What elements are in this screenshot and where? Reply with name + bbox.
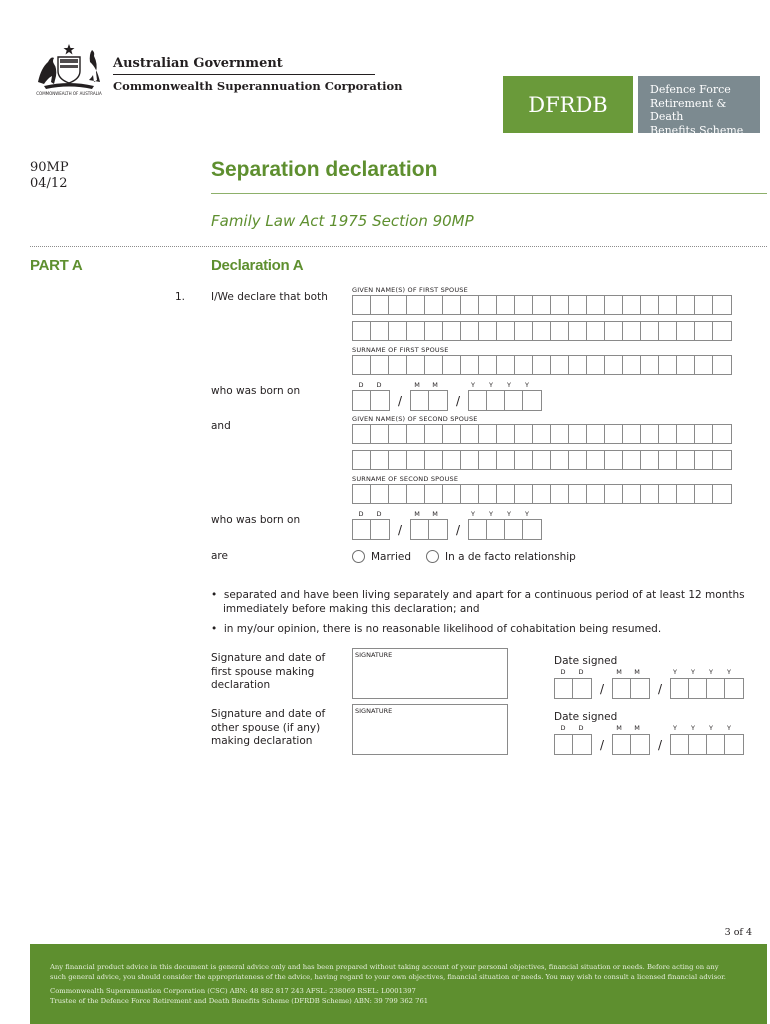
character-cell[interactable] [533,451,551,469]
character-cell[interactable] [389,356,407,374]
character-cell[interactable] [353,451,371,469]
born-label-first: who was born on [211,385,301,397]
character-cell[interactable] [479,296,497,314]
character-cell[interactable] [515,451,533,469]
character-cell[interactable] [533,425,551,443]
character-cell[interactable] [497,356,515,374]
character-cell[interactable] [659,356,677,374]
day-field[interactable] [554,678,592,699]
character-cell[interactable] [371,451,389,469]
character-cell[interactable] [515,296,533,314]
character-cell[interactable] [479,485,497,503]
defacto-label: In a de facto relationship [445,550,576,563]
page-title: Separation declaration [211,158,438,181]
born-label-second: who was born on [211,514,301,526]
year-field[interactable] [670,734,744,755]
scheme-logo-short: DFRDB [503,76,633,133]
character-cell[interactable] [605,485,623,503]
label-line: first spouse making [211,665,315,678]
character-cell[interactable] [353,322,371,340]
day-label: D [578,668,584,676]
character-cell[interactable] [623,296,641,314]
svg-text:COMMONWEALTH OF AUSTRALIA: COMMONWEALTH OF AUSTRALIA [36,91,102,96]
day-label: D [578,724,584,732]
character-cell[interactable] [587,356,605,374]
scheme-logo-full [638,76,760,137]
scheme-name-line: Retirement & Death [650,96,727,123]
character-cell[interactable] [533,356,551,374]
surname-second-input[interactable] [352,484,732,504]
year-label: Y [691,724,695,732]
section-title: Declaration A [211,257,304,274]
date-separator: / [455,522,461,537]
year-field[interactable] [670,678,744,699]
character-cell[interactable] [353,356,371,374]
character-cell[interactable] [677,485,695,503]
character-cell[interactable] [605,356,623,374]
character-cell[interactable] [713,451,731,469]
given-name-second-input-row2[interactable] [352,450,732,470]
year-label: Y [471,510,475,518]
character-cell[interactable] [533,322,551,340]
month-label: M [432,510,438,518]
year-label: Y [727,724,731,732]
first-signature-box[interactable] [352,648,508,699]
month-label: M [616,668,622,676]
government-subtitle: Commonwealth Superannuation Corporation [113,79,403,93]
other-date-labels [554,724,738,732]
character-cell[interactable] [569,296,587,314]
character-cell[interactable] [371,425,389,443]
character-cell[interactable] [569,356,587,374]
character-cell[interactable] [551,425,569,443]
character-cell[interactable] [623,425,641,443]
character-cell[interactable] [551,356,569,374]
character-cell[interactable] [407,356,425,374]
year-field[interactable] [468,519,542,540]
character-cell[interactable] [515,425,533,443]
given-name-first-input-row2[interactable] [352,321,732,341]
character-cell[interactable] [641,451,659,469]
character-cell[interactable] [371,322,389,340]
character-cell[interactable] [713,485,731,503]
question-number: 1. [175,291,186,303]
header-divider [113,74,375,75]
given-name-first-input-row1[interactable] [352,295,732,315]
government-title: Australian Government [113,56,283,71]
date-separator: / [657,681,663,696]
character-cell[interactable] [623,451,641,469]
month-label: M [634,668,640,676]
character-cell[interactable] [659,296,677,314]
dob-first-input[interactable] [352,390,542,411]
year-label: Y [471,381,475,389]
date-separator: / [397,393,403,408]
declaration-bullet-1 [211,588,745,616]
year-label: Y [709,724,713,732]
character-cell[interactable] [371,296,389,314]
character-cell[interactable] [623,356,641,374]
character-cell[interactable] [605,322,623,340]
form-number: 90MP [30,160,69,175]
character-cell[interactable] [515,356,533,374]
character-cell[interactable] [569,425,587,443]
character-cell[interactable] [551,296,569,314]
month-label: M [414,510,420,518]
character-cell[interactable] [623,485,641,503]
year-label: Y [525,510,529,518]
character-cell[interactable] [443,425,461,443]
first-date-signed-input[interactable] [554,678,744,699]
section-divider [30,246,767,247]
character-cell[interactable] [641,296,659,314]
character-cell[interactable] [659,322,677,340]
married-radio[interactable] [352,550,411,563]
label-line: other spouse (if any) [211,721,321,734]
year-label: Y [727,668,731,676]
page-subtitle: Family Law Act 1975 Section 90MP [211,212,474,230]
given-name-second-label: GIVEN NAME(S) OF SECOND SPOUSE [352,415,478,423]
date-signed-label: Date signed [554,655,618,667]
character-cell[interactable] [605,451,623,469]
year-field[interactable] [468,390,542,411]
signature-box-label: SIGNATURE [355,651,393,659]
character-cell[interactable] [587,485,605,503]
bullet-text: immediately before making this declaration; and [223,603,480,615]
character-cell[interactable] [443,296,461,314]
character-cell[interactable] [461,451,479,469]
character-cell[interactable] [587,451,605,469]
character-cell[interactable] [425,322,443,340]
form-version: 04/12 [30,176,68,191]
character-cell[interactable] [371,356,389,374]
other-date-signed-input[interactable] [554,734,744,755]
form-code [30,160,69,192]
character-cell[interactable] [443,451,461,469]
character-cell[interactable] [587,425,605,443]
year-label: Y [525,381,529,389]
signature-box-label: SIGNATURE [355,707,393,715]
character-cell[interactable] [605,425,623,443]
character-cell[interactable] [605,296,623,314]
character-cell[interactable] [497,425,515,443]
radio-circle-icon[interactable] [352,550,365,563]
label-line: making declaration [211,735,313,747]
month-label: M [432,381,438,389]
date-separator: / [397,522,403,537]
character-cell[interactable] [353,296,371,314]
character-cell[interactable] [677,425,695,443]
day-field[interactable] [554,734,592,755]
character-cell[interactable] [695,485,713,503]
character-cell[interactable] [533,485,551,503]
character-cell[interactable] [677,296,695,314]
character-cell[interactable] [497,451,515,469]
character-cell[interactable] [659,485,677,503]
character-cell[interactable] [551,322,569,340]
surname-first-label: SURNAME OF FIRST SPOUSE [352,346,449,354]
day-label: D [376,381,382,389]
character-cell[interactable] [713,322,731,340]
day-label: D [358,510,364,518]
character-cell[interactable] [641,356,659,374]
bullet-text: separated and have been living separately and apart for a continuous period of at least 12 months [223,589,745,601]
character-cell[interactable] [479,322,497,340]
month-label: M [616,724,622,732]
date-separator: / [455,393,461,408]
character-cell[interactable] [551,485,569,503]
character-cell[interactable] [407,451,425,469]
day-label: D [358,381,364,389]
character-cell[interactable] [713,356,731,374]
character-cell[interactable] [425,296,443,314]
dob-second-input[interactable] [352,519,542,540]
character-cell[interactable] [461,356,479,374]
declaration-bullet-2 [211,622,661,636]
character-cell[interactable] [659,425,677,443]
day-label: D [560,724,566,732]
bullet-icon: • [211,589,224,601]
character-cell[interactable] [425,425,443,443]
radio-circle-icon[interactable] [426,550,439,563]
character-cell[interactable] [713,296,731,314]
character-cell[interactable] [641,425,659,443]
month-field[interactable] [612,734,650,755]
character-cell[interactable] [443,356,461,374]
character-cell[interactable] [425,485,443,503]
year-label: Y [709,668,713,676]
page-number: 3 of 4 [724,927,752,938]
character-cell[interactable] [389,451,407,469]
character-cell[interactable] [497,296,515,314]
australian-coat-of-arms-logo [30,42,108,98]
character-cell[interactable] [407,425,425,443]
surname-second-label: SURNAME OF SECOND SPOUSE [352,475,459,483]
dob-first-labels [352,381,536,389]
character-cell[interactable] [479,356,497,374]
question-intro: I/We declare that both [211,291,328,303]
label-line: Signature and date of [211,652,326,664]
character-cell[interactable] [407,296,425,314]
character-cell[interactable] [479,451,497,469]
are-text: are [211,550,228,562]
character-cell[interactable] [587,322,605,340]
character-cell[interactable] [695,425,713,443]
trustee-line: Commonwealth Superannuation Corporation (CSC) ABN: 48 882 817 243 AFSL: 238069 RSEL: L0001397 [50,987,416,995]
character-cell[interactable] [677,451,695,469]
character-cell[interactable] [443,485,461,503]
year-label: Y [507,510,511,518]
character-cell[interactable] [569,322,587,340]
character-cell[interactable] [461,296,479,314]
character-cell[interactable] [515,322,533,340]
and-text: and [211,420,231,432]
character-cell[interactable] [443,322,461,340]
label-line: Signature and date of [211,708,326,720]
footer-disclaimer [30,944,767,1024]
first-date-labels [554,668,738,676]
day-label: D [560,668,566,676]
character-cell[interactable] [389,296,407,314]
character-cell[interactable] [695,356,713,374]
year-label: Y [673,668,677,676]
character-cell[interactable] [641,322,659,340]
day-field[interactable] [352,519,390,540]
day-field[interactable] [352,390,390,411]
given-name-second-input-row1[interactable] [352,424,732,444]
character-cell[interactable] [497,485,515,503]
year-label: Y [489,510,493,518]
year-label: Y [673,724,677,732]
year-label: Y [489,381,493,389]
character-cell[interactable] [407,322,425,340]
character-cell[interactable] [479,425,497,443]
character-cell[interactable] [515,485,533,503]
date-separator: / [599,681,605,696]
character-cell[interactable] [497,322,515,340]
character-cell[interactable] [551,451,569,469]
year-label: Y [507,381,511,389]
month-field[interactable] [410,390,448,411]
date-signed-label: Date signed [554,711,618,723]
character-cell[interactable] [389,485,407,503]
character-cell[interactable] [461,485,479,503]
day-label: D [376,510,382,518]
character-cell[interactable] [353,485,371,503]
character-cell[interactable] [713,425,731,443]
label-line: declaration [211,679,271,691]
year-label: Y [691,668,695,676]
date-separator: / [657,737,663,752]
character-cell[interactable] [695,451,713,469]
other-signature-box[interactable] [352,704,508,755]
disclaimer-line: Any financial product advice in this document is general advice only and has been prepared without taking account of your personal objectives, financial situation or needs. Before acting on any [50,963,719,971]
given-name-first-label: GIVEN NAME(S) OF FIRST SPOUSE [352,286,468,294]
character-cell[interactable] [623,322,641,340]
dob-second-labels [352,510,536,518]
character-cell[interactable] [371,485,389,503]
other-signature-label [211,708,325,749]
character-cell[interactable] [677,322,695,340]
character-cell[interactable] [407,485,425,503]
character-cell[interactable] [461,425,479,443]
defacto-radio[interactable] [426,550,576,563]
character-cell[interactable] [461,322,479,340]
character-cell[interactable] [587,296,605,314]
character-cell[interactable] [569,451,587,469]
first-signature-label [211,652,325,693]
scheme-name-line: Benefits Scheme [650,123,744,137]
character-cell[interactable] [425,356,443,374]
date-separator: / [599,737,605,752]
month-field[interactable] [612,678,650,699]
month-field[interactable] [410,519,448,540]
trustee-line: Trustee of the Defence Force Retirement and Death Benefits Scheme (DFRDB Scheme) ABN: 39 799 362 761 [50,997,429,1005]
character-cell[interactable] [569,485,587,503]
character-cell[interactable] [425,451,443,469]
character-cell[interactable] [389,425,407,443]
part-label: PART A [30,257,83,274]
married-label: Married [371,550,411,563]
character-cell[interactable] [677,356,695,374]
month-label: M [634,724,640,732]
bullet-icon: • [211,623,224,635]
character-cell[interactable] [659,451,677,469]
bullet-text: in my/our opinion, there is no reasonable likelihood of cohabitation being resumed. [223,623,662,635]
character-cell[interactable] [695,296,713,314]
character-cell[interactable] [695,322,713,340]
month-label: M [414,381,420,389]
surname-first-input[interactable] [352,355,732,375]
character-cell[interactable] [389,322,407,340]
disclaimer-line: such general advice, you should consider the appropriateness of the advice, having regard to your own objectives, financial situation or needs. You may wish to consult a licensed financial advisor. [50,973,726,981]
character-cell[interactable] [353,425,371,443]
character-cell[interactable] [533,296,551,314]
title-divider [211,193,767,194]
scheme-name-line: Defence Force [650,83,731,96]
character-cell[interactable] [641,485,659,503]
